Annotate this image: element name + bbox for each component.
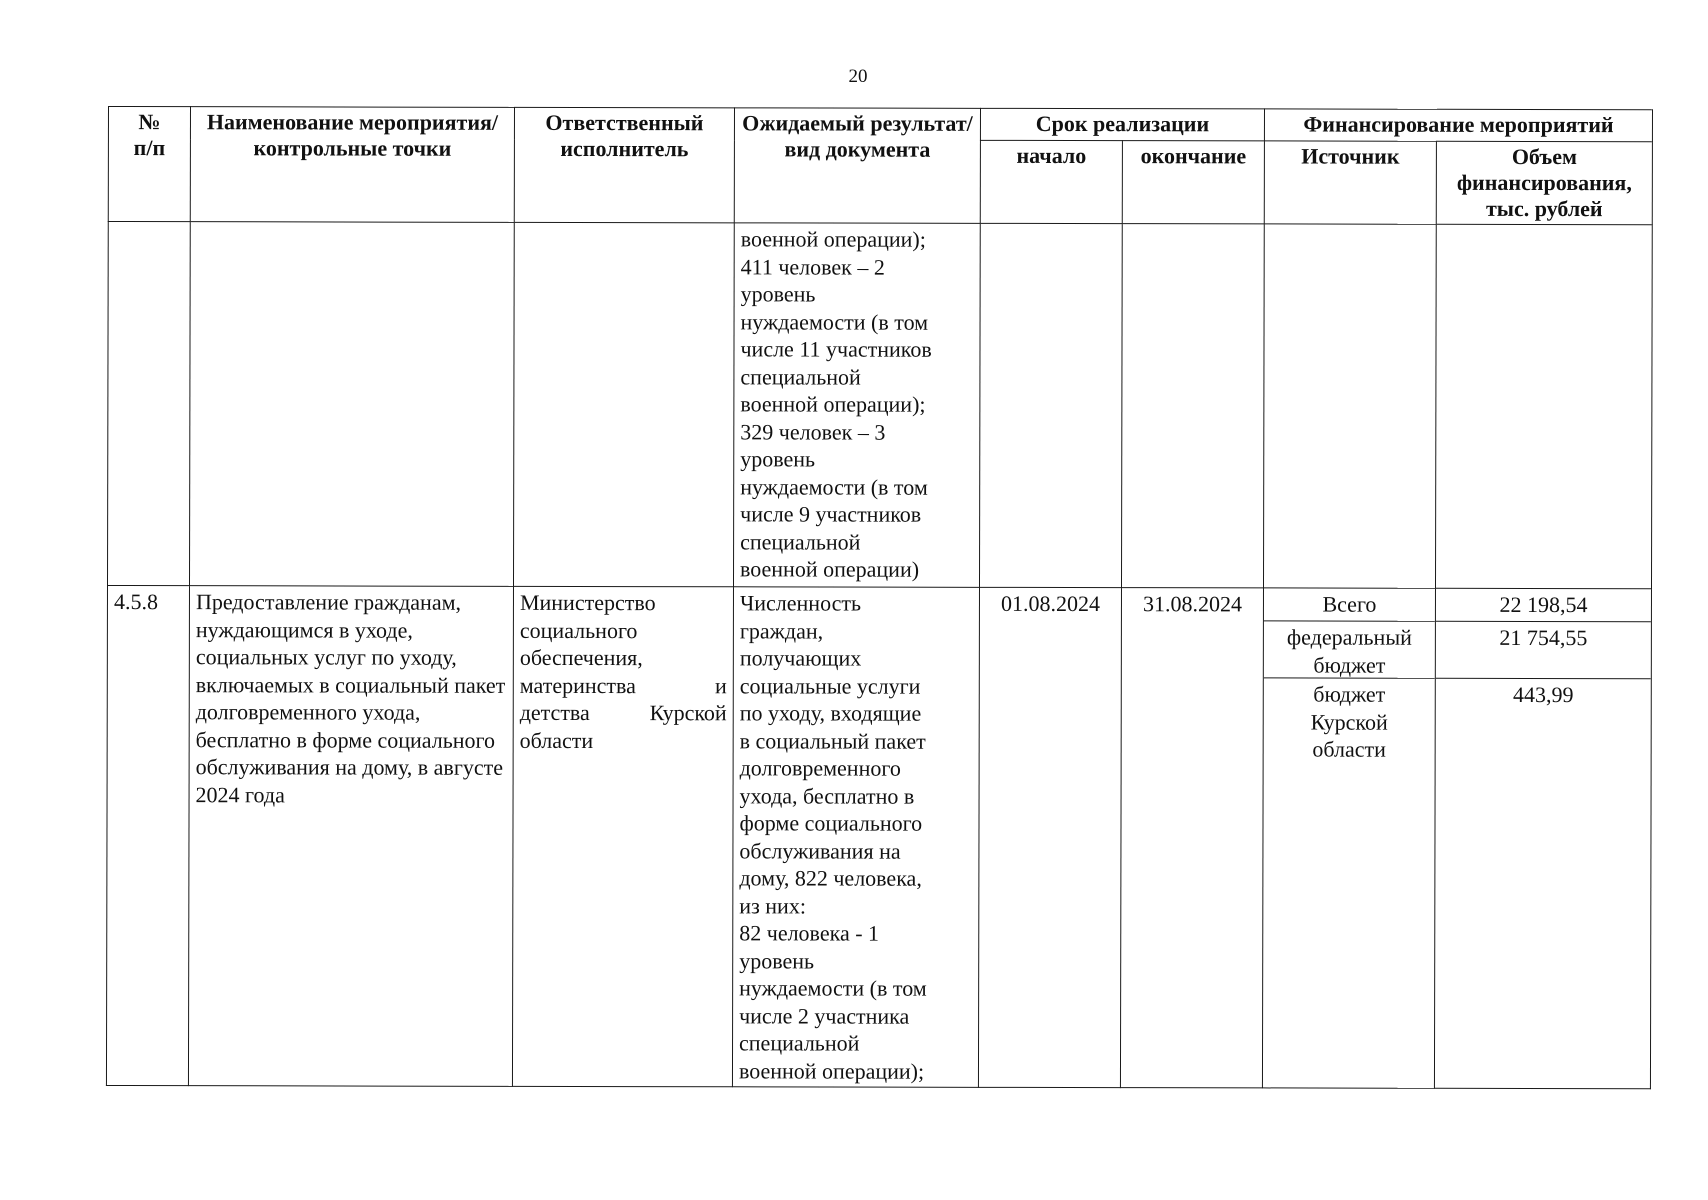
cell-end <box>1121 224 1264 588</box>
cell-num <box>107 222 190 586</box>
source-federal: федеральный бюджет <box>1264 621 1435 678</box>
table-row-4-5-8 <box>106 586 1651 1089</box>
source-regional: бюджет Курской области <box>1310 681 1388 762</box>
header-term-start: начало <box>980 140 1122 223</box>
cell-name <box>189 222 514 587</box>
cell-num: 4.5.8 <box>106 586 189 1086</box>
cell-responsible: Министерство социального обеспечения, материнства и детства Курской области <box>512 586 733 1086</box>
cell-responsible <box>513 222 734 586</box>
cell-end: 31.08.2024 <box>1120 588 1263 1088</box>
cell-result: Численность граждан, получающих социальные услуги по уходу, входящие в социальный пакет долговременного ухода, бесплатно в форме социального обслуживания на дому, 822 человека, из них: 82 человека - 1 уровень нуждаемости (в том числе 2 участника специальной военной операции); <box>732 587 979 1088</box>
header-finance-group: Финансирование мероприятий <box>1264 109 1652 142</box>
source-total: Всего <box>1264 588 1435 621</box>
page-number: 20 <box>848 66 868 87</box>
volume-total: 22 198,54 <box>1436 589 1651 622</box>
cell-volume <box>1436 224 1653 588</box>
cell-name: Предоставление гражданам, нуждающимся в уходе, социальных услуг по уходу, включаемых в социальный пакет долговременного ухода, бесплатно в форме социального обслуживания на дому, в августе 2024 года <box>188 586 513 1087</box>
header-term-group: Срок реализации <box>980 108 1264 141</box>
cell-volumes <box>1434 588 1651 1088</box>
table-row-continuation <box>107 222 1652 589</box>
header-name: Наименование мероприятия/контрольные точки <box>190 107 514 223</box>
volume-regional: 443,99 <box>1513 681 1574 708</box>
header-finance-volume: Объем финансирования, тыс. рублей <box>1436 141 1652 224</box>
header-responsible: Ответственный исполнитель <box>514 107 734 222</box>
cell-result: военной операции); 411 человек – 2 уровень нуждаемости (в том числе 11 участников специальной военной операции); 329 человек – 3 уровень нуждаемости (в том числе 9 участников специальной военной операции) <box>733 223 980 588</box>
volume-federal: 21 754,55 <box>1436 622 1651 679</box>
cell-start: 01.08.2024 <box>978 587 1121 1087</box>
cell-start <box>979 223 1122 587</box>
header-num: № п/п <box>108 107 190 222</box>
cell-sources <box>1262 588 1435 1088</box>
header-result: Ожидаемый результат/вид документа <box>734 108 980 224</box>
header-term-end: окончание <box>1122 141 1264 224</box>
activities-table <box>106 106 1653 1089</box>
cell-source <box>1264 224 1437 588</box>
header-finance-source: Источник <box>1264 141 1436 224</box>
